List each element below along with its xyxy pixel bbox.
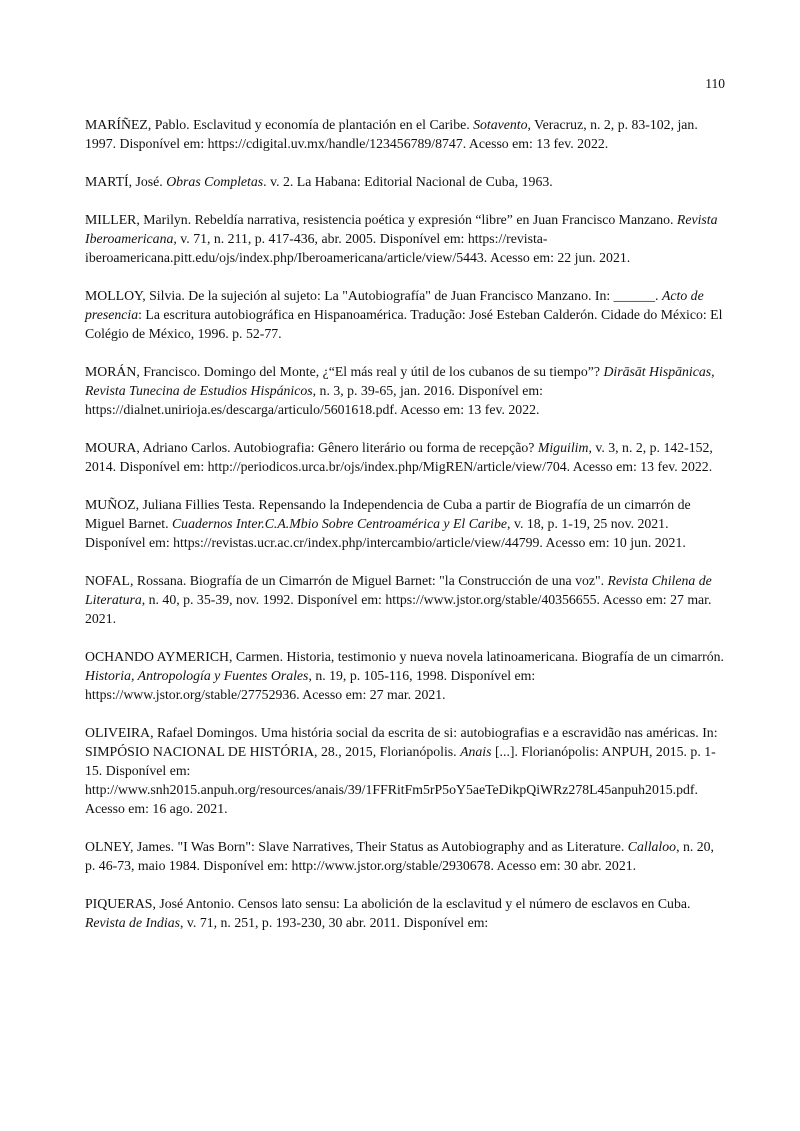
reference-entry — [85, 210, 725, 267]
reference-text: , Veracruz, n. 2, p. 83-102, jan. 1997. Disponível em: https://cdigital.uv.mx/handle/123456789/8747. Acesso em: 13 fev. 2022. — [85, 117, 698, 151]
reference-text: MOURA, Adriano Carlos. Autobiografia: Gênero literário ou forma de recepção? — [85, 440, 538, 455]
page-number: 110 — [705, 76, 725, 91]
reference-text: , n. 40, p. 35-39, nov. 1992. Disponível em: https://www.jstor.org/stable/40356655. Acesso em: 27 mar. 2021. — [85, 592, 712, 626]
reference-text: , v. 71, n. 251, p. 193-230, 30 abr. 2011. Disponível em: — [180, 915, 489, 930]
reference-text: MOLLOY, Silvia. De la sujeción al sujeto: La "Autobiografía" de Juan Francisco Manzano. In: ______. — [85, 288, 662, 303]
reference-text: OLNEY, James. "I Was Born": Slave Narratives, Their Status as Autobiography and as Literature. — [85, 839, 628, 854]
reference-journal-title: Revista Chilena de Literatura — [85, 573, 712, 607]
reference-text: , n. 20, p. 46-73, maio 1984. Disponível em: http://www.jstor.org/stable/2930678. Acesso em: 30 abr. 2021. — [85, 839, 715, 873]
reference-journal-title: Sotavento — [473, 117, 528, 132]
reference-journal-title: Revista Iberoamericana — [85, 212, 718, 246]
reference-journal-title: Dirāsāt Hispānicas, Revista Tunecina de Estudios Hispánicos — [85, 364, 715, 398]
reference-text: MARÍÑEZ, Pablo. Esclavitud y economía de plantación en el Caribe. — [85, 117, 474, 132]
reference-text: OCHANDO AYMERICH, Carmen. Historia, testimonio y nueva novela latinoamericana. Biografía de un cimarrón. — [85, 649, 724, 664]
reference-journal-title: Revista de Indias — [85, 915, 181, 930]
page-content — [85, 76, 725, 932]
reference-entry — [85, 286, 725, 343]
reference-text: MORÁN, Francisco. Domingo del Monte, ¿“El más real y útil de los cubanos de su tiempo”? — [85, 364, 604, 379]
reference-text: OLIVEIRA, Rafael Domingos. Uma história social da escrita de si: autobiografias e a escravidão nas américas. In: SIMPÓSIO NACIONAL DE HISTÓRIA, 28., 2015, Florianópolis. — [85, 725, 718, 759]
reference-text: [...]. Florianópolis: ANPUH, 2015. p. 1-15. Disponível em: http://www.snh2015.anpuh.org/resources/anais/39/1FFRitFm5rP5oY5aeTeDikpQiWRz278L45anpuh2015.pdf. Acesso em: 16 ago. 2021. — [85, 744, 716, 816]
reference-journal-title: Obras Completas — [166, 174, 264, 189]
reference-text: MARTÍ, José. — [85, 174, 167, 189]
reference-entry — [85, 837, 725, 875]
reference-entry — [85, 571, 725, 628]
reference-text: . v. 2. La Habana: Editorial Nacional de Cuba, 1963. — [263, 174, 553, 189]
reference-text: MUÑOZ, Juliana Fillies Testa. Repensando la Independencia de Cuba a partir de Biografía de un cimarrón de Miguel Barnet. — [85, 497, 691, 531]
reference-text: , v. 3, n. 2, p. 142-152, 2014. Disponível em: http://periodicos.urca.br/ojs/index.php/MigREN/article/view/704. Acesso em: 13 fev. 2022. — [85, 440, 713, 474]
reference-entry — [85, 647, 725, 704]
reference-entry — [85, 115, 725, 153]
reference-entry — [85, 894, 725, 932]
reference-journal-title: Historia, Antropología y Fuentes Orales — [85, 668, 309, 683]
reference-journal-title: Miguilim — [537, 440, 589, 455]
reference-text: MILLER, Marilyn. Rebeldía narrativa, resistencia poética y expresión “libre” en Juan Francisco Manzano. — [85, 212, 677, 227]
reference-text: : La escritura autobiográfica en Hispanoamérica. Tradução: José Esteban Calderón. Cidade do México: El Colégio de México, 1996. p. 52-77. — [85, 307, 723, 341]
reference-journal-title: Callaloo — [627, 839, 677, 854]
reference-journal-title: Cuadernos Inter.C.A.Mbio Sobre Centroamérica y El Caribe — [171, 516, 508, 531]
reference-entry — [85, 723, 725, 818]
reference-text: , v. 71, n. 211, p. 417-436, abr. 2005. Disponível em: https://revista-iberoamericana.pitt.edu/ojs/index.php/Iberoamericana/article/view/5443. Acesso em: 22 jun. 2021. — [85, 231, 631, 265]
reference-text: , n. 19, p. 105-116, 1998. Disponível em: https://www.jstor.org/stable/27752936. Acesso em: 27 mar. 2021. — [85, 668, 536, 702]
reference-journal-title: Anais — [460, 744, 492, 759]
reference-entry — [85, 172, 725, 191]
reference-text: , v. 18, p. 1-19, 25 nov. 2021. Disponível em: https://revistas.ucr.ac.cr/index.php/intercambio/article/view/44799. Acesso em: 10 jun. 2021. — [85, 516, 686, 550]
reference-entry — [85, 495, 725, 552]
reference-list — [85, 115, 725, 932]
reference-text: NOFAL, Rossana. Biografía de un Cimarrón de Miguel Barnet: "la Construcción de una voz". — [85, 573, 608, 588]
reference-journal-title: Acto de presencia — [85, 288, 704, 322]
reference-entry — [85, 362, 725, 419]
reference-text: PIQUERAS, José Antonio. Censos lato sensu: La abolición de la esclavitud y el número de esclavos en Cuba. — [85, 896, 691, 911]
reference-entry — [85, 438, 725, 476]
reference-text: , n. 3, p. 39-65, jan. 2016. Disponível em: https://dialnet.unirioja.es/descarga/articulo/5601618.pdf. Acesso em: 13 fev. 2022. — [85, 383, 543, 417]
